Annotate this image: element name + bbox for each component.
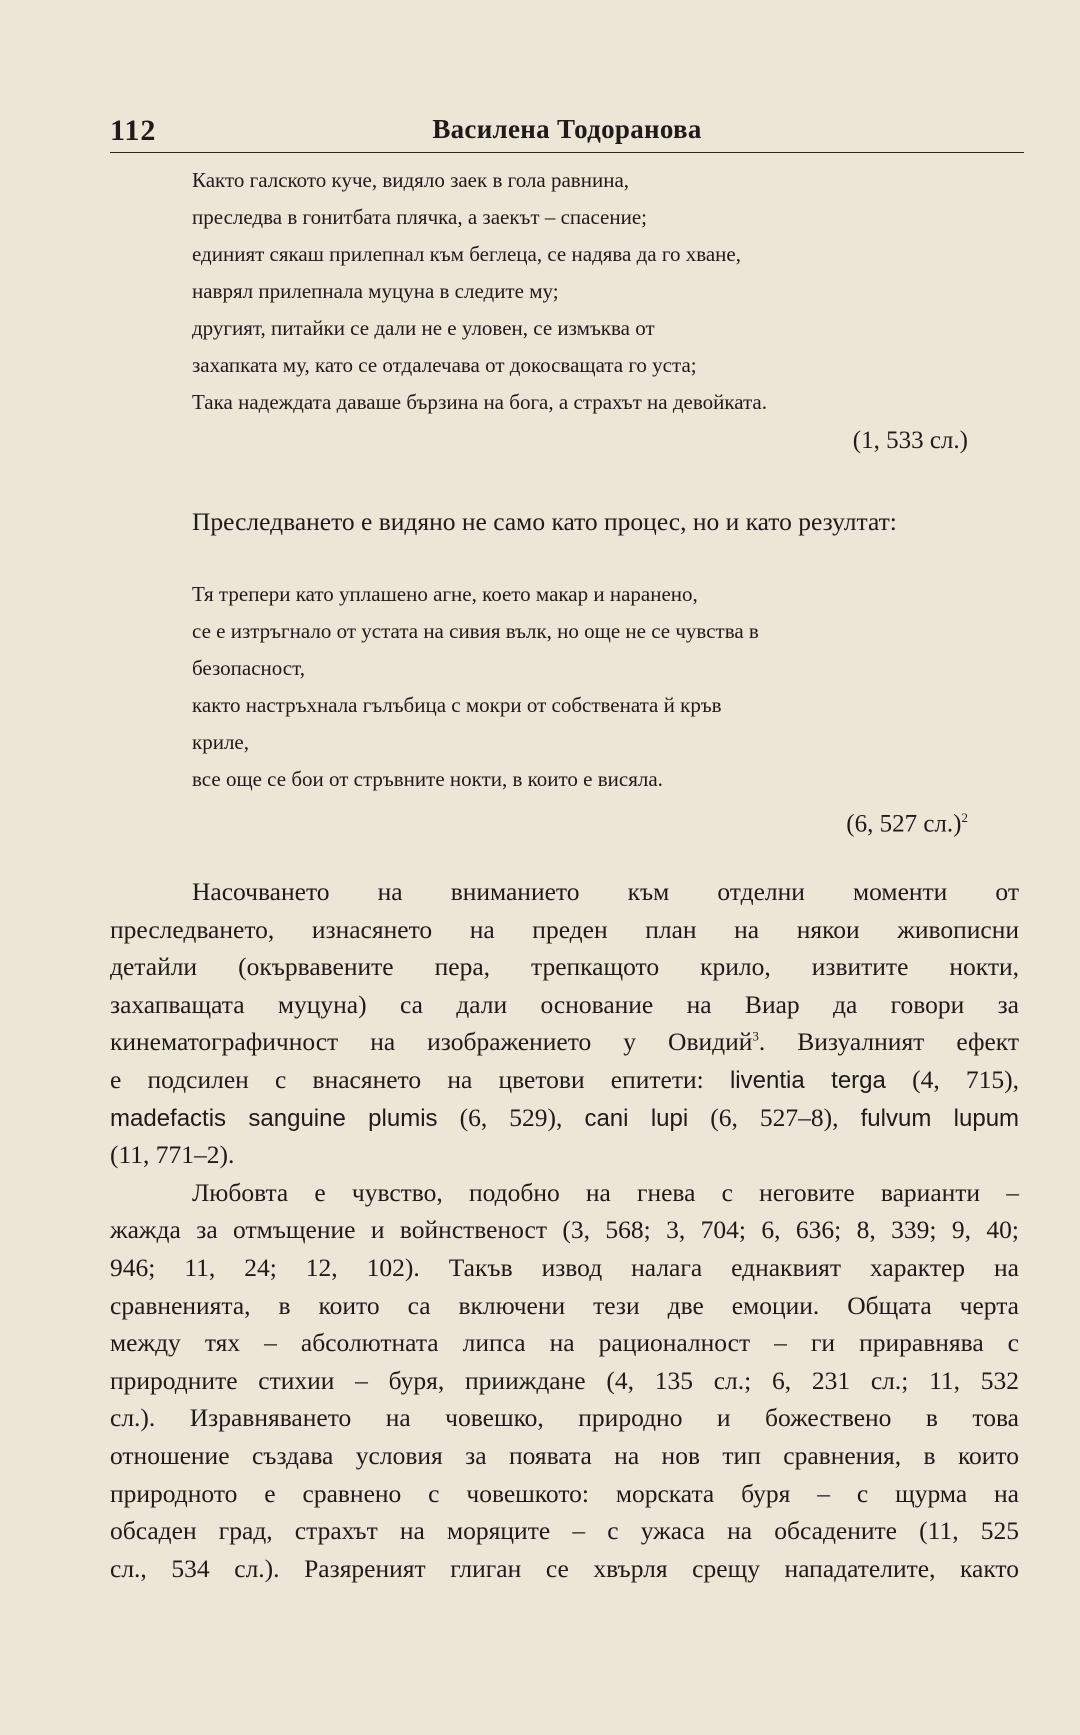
body-text [110, 873, 1019, 1587]
verse-reference [192, 798, 982, 844]
paragraph-line: захапващата муцуна) са дали основание на Виар да говори за [110, 989, 1019, 1019]
verse-line: както настръхнала гълъбица с мокри от собствената й кръв [192, 693, 722, 717]
text-run: е подсилен с внасянето на цветови епитети: [110, 1064, 730, 1094]
text-run: (6, 529), [437, 1102, 585, 1132]
paragraph-line: сл.). Изравняването на човешко, природно и божествено в това [110, 1403, 1019, 1433]
paragraph-line: (11, 771–2). [110, 1140, 235, 1170]
paragraph-line: жажда за отмъщение и войнственост (3, 568; 3, 704; 6, 636; 8, 339; 9, 40; [110, 1215, 1019, 1245]
reference-text: (6, 527 сл.) [846, 810, 962, 838]
paragraph-line [110, 1099, 1019, 1137]
author-name: Василена Тодоранова [432, 114, 702, 144]
page-number: 112 [110, 114, 157, 147]
verse-line: единият сякаш прилепнал към беглеца, се надява да го хване, [192, 242, 741, 266]
latin-phrase: fulvum lupum [860, 1104, 1020, 1132]
paragraph-line: обсаден град, страхът на моряците – с ужаса на обсадените (11, 525 [110, 1516, 1019, 1546]
latin-phrase: madefactis sanguine plumis [110, 1104, 438, 1132]
verse-line: все още се бои от стръвните нокти, в които е висяла. [192, 767, 663, 791]
verse-line: преследва в гонитбата плячка, а заекът – спасение; [192, 205, 647, 229]
verse-line: Тя трепери като уплашено агне, което макар и наранено, [192, 582, 698, 606]
latin-phrase: cani lupi [584, 1104, 689, 1132]
paragraph-line: Любовта е чувство, подобно на гнева с неговите варианти – [192, 1177, 1019, 1207]
verse-line: се е изтръгнало от устата на сивия вълк, но още не се чувства в [192, 619, 759, 643]
verse-line: криле, [192, 730, 249, 754]
paragraph-line: природното е сравнено с човешкото: морската буря – с щурма на [110, 1478, 1019, 1508]
running-header [110, 112, 1024, 153]
verse-line: Така надеждата даваше бързина на бога, а страхът на девойката. [192, 390, 767, 414]
text-run: (6, 527–8), [688, 1102, 861, 1132]
paragraph-line: детайли (окървавените пера, трепкащото крило, извитите нокти, [110, 952, 1019, 982]
paragraph-line: 946; 11, 24; 12, 102). Такъв извод налага еднаквият характер на [110, 1252, 1019, 1282]
verse-line: Както галското куче, видяло заек в гола равнина, [192, 168, 630, 192]
text-run: кинематографичност на изображението у Овидий [110, 1027, 753, 1057]
paragraph-line: сл., 534 сл.). Разяреният глиган се хвърля срещу нападателите, както [110, 1553, 1019, 1583]
verse-line: безопасност, [192, 656, 305, 680]
verse-quote-1 [192, 162, 982, 461]
text-run: (4, 715), [885, 1064, 1020, 1094]
paragraph-line [110, 1061, 1019, 1099]
paragraph-line [110, 1023, 1019, 1061]
paragraph-line: природните стихии – буря, прииждане (4, 135 сл.; 6, 231 сл.; 11, 532 [110, 1365, 1019, 1395]
verse-line: наврял прилепнала муцуна в следите му; [192, 279, 559, 303]
paragraph-line: преследването, изнасянето на преден план на някои живописни [110, 914, 1019, 944]
text-run: . Визуалният ефект [758, 1027, 1019, 1057]
paragraph-line: Насочването на вниманието към отделни моменти от [192, 877, 1019, 906]
paragraph-line: сравненията, в които са включени тези две емоции. Общата черта [110, 1290, 1019, 1320]
verse-line: другият, питайки се дали не е уловен, се измъква от [192, 316, 655, 340]
verse-line: захапката му, като се отдалечава от докосващата го уста; [192, 353, 697, 377]
paragraph-line: между тях – абсолютната липса на рационалност – ги приравнява с [110, 1328, 1019, 1358]
verse-reference: (1, 533 сл.) [852, 427, 968, 454]
latin-phrase: liventia terga [729, 1066, 886, 1094]
verse-quote-2 [192, 576, 982, 844]
paragraph-line: отношение създава условия за появата на нов тип сравнения, в които [110, 1440, 1019, 1470]
intro-sentence: Преследването е видяно не само като процес, но и като резултат: [192, 507, 897, 536]
footnote-marker: 2 [961, 810, 968, 825]
footnote-marker: 3 [752, 1028, 759, 1044]
